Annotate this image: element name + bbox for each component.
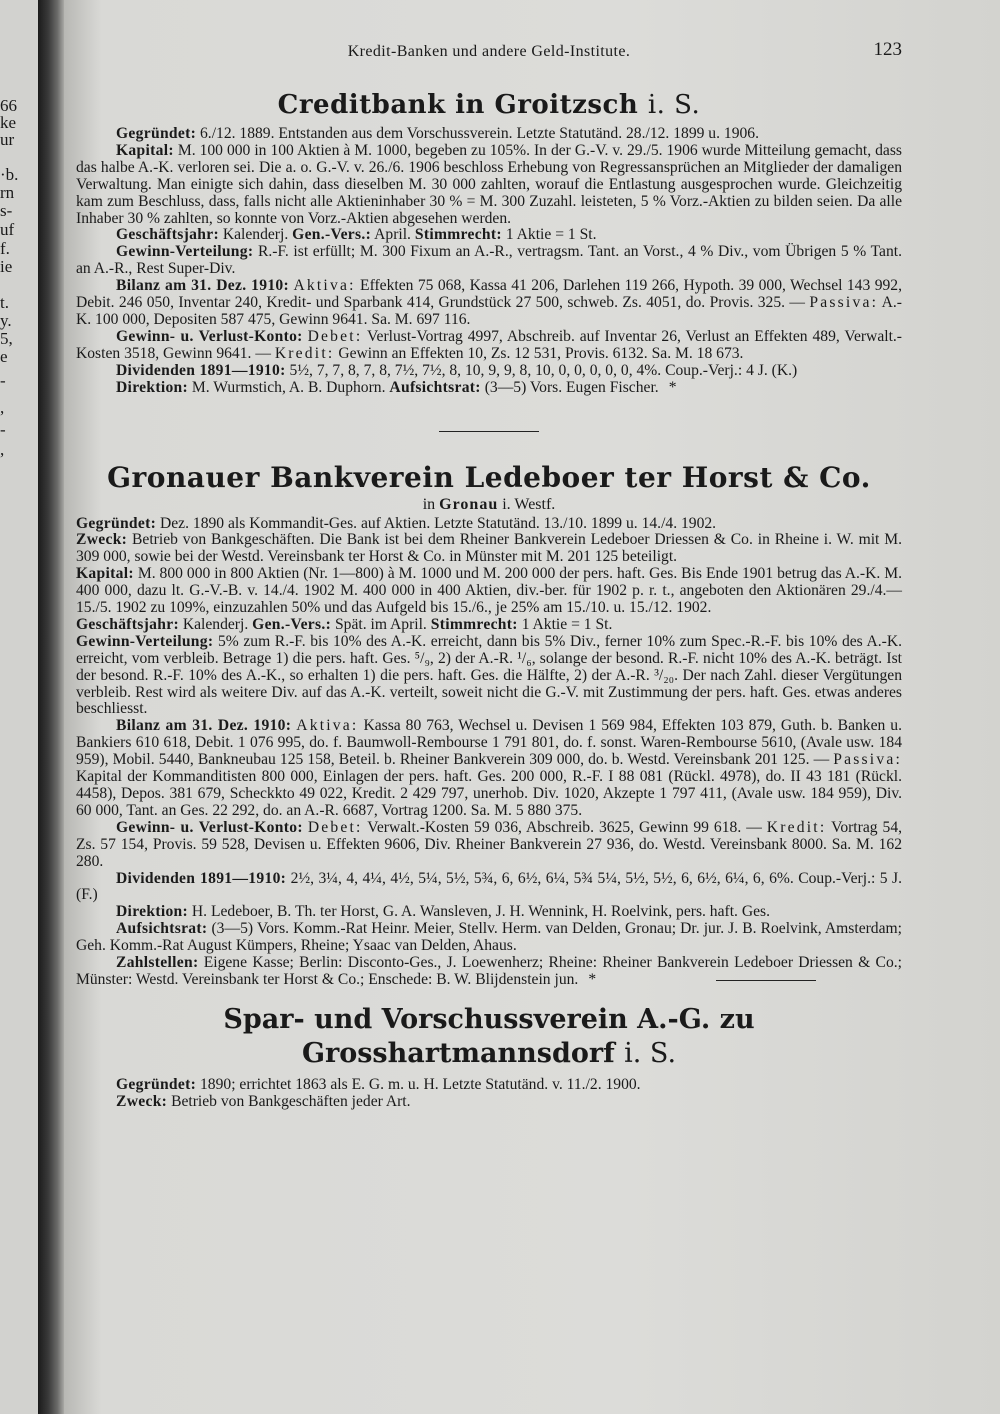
field-label: Gegründet: <box>116 1075 197 1093</box>
field-label: Zweck: <box>76 531 128 549</box>
field-text: Eigene Kasse; Berlin: Disconto-Ges., J. Loewenherz; Rheine: Rheiner Bankverein Ledeboer Driessen & Co.; Münster: Westd. Vereinsbank ter Horst & Co.; Enschede: B. W. Blijdenstein jun. <box>76 954 902 988</box>
section-divider <box>716 980 816 981</box>
field-label: Stimmrecht: <box>414 226 502 244</box>
field-text: Verlust-Vortrag 4997, Abschreib. auf Inventar 26, Verlust an Effekten 489, Verwalt.-Kosten 3518, Gewinn 9641. — <box>76 327 902 362</box>
field-label: Direktion: <box>116 378 189 396</box>
company-title-suffix: i. S. <box>624 1037 677 1069</box>
field-text: Kalenderj. <box>182 615 249 633</box>
company-name: Creditbank in Groitzsch <box>277 90 639 120</box>
capital-entry <box>76 143 902 228</box>
field-text: Betrieb von Bankgeschäften. Die Bank ist bei dem Rheiner Bankverein Ledeboer Driessen & Co. in Rheine i. W. mit M. 309 000, sowie bei der Westd. Vereinsbank ter Horst & Co. in Münster mit M. 201 125 beteiligt. <box>76 531 902 566</box>
field-text: 1890; errichtet 1863 als E. G. m. u. H. Letzte Statutänd. v. 11./2. 1900. <box>200 1075 641 1093</box>
company-name: Spar- und Vorschussverein A.-G. zu Grosshartmannsdorf <box>223 1003 755 1069</box>
management-entry <box>76 380 902 397</box>
field-text: Dez. 1890 als Kommandit-Ges. auf Aktien. Letzte Statutänd. 13./10. 1899 u. 14./4. 1902. <box>160 514 717 532</box>
field-text: 2½, 3¼, 4, 4¼, 4½, 5¼, 5½, 5¾, 6, 6½, 6¼, 5¾ 5¼, 5½, 5½, 6, 6½, 6¼, 6, 6%. Coup.-Verj.: 5 J. (F.) <box>76 869 902 904</box>
margin-fragment: - <box>0 420 6 439</box>
fiscal-year-entry <box>76 617 902 634</box>
company-title-suffix: i. S. <box>647 90 701 120</box>
field-text: 5½, 7, 7, 8, 7, 8, 7½, 7½, 8, 10, 9, 9, 8, 10, 0, 0, 0, 0, 0, 4%. Coup.-Verj.: 4 J. (K.) <box>289 361 798 379</box>
purpose-entry <box>76 532 902 566</box>
field-label: Gewinn-Verteilung: <box>116 243 254 261</box>
field-text: (3—5) Vors. Eugen Fischer. <box>484 378 659 396</box>
page-content <box>76 40 902 1111</box>
field-label: Dividenden 1891—1910: <box>116 869 287 887</box>
founded-entry <box>76 126 902 143</box>
margin-fragment: , <box>0 440 5 459</box>
profit-loss-entry <box>76 329 902 363</box>
field-text: Verwalt.-Kosten 59 036, Abschreib. 3625, Gewinn 99 618. — <box>367 818 762 836</box>
asterisk-mark: * <box>668 378 677 396</box>
field-label: Gewinn- u. Verlust-Konto: <box>116 327 303 345</box>
field-label: Gegründet: <box>76 514 157 532</box>
field-text: Vortrag 54, Zs. 57 154, Provis. 59 528, Devisen u. Effekten 9606, Div. Rheiner Bankverein 27 936, do. Westd. Vereinsbank 8000. Sa. M. 162 280. <box>76 818 903 870</box>
spaced-label: Kredit: <box>766 818 827 836</box>
page-number: 123 <box>873 39 902 60</box>
spaced-label: Debet: <box>307 818 363 836</box>
spaced-label: Aktiva: <box>296 717 359 735</box>
margin-fragment: rn <box>0 183 15 202</box>
company-location <box>76 496 902 514</box>
field-label: Zweck: <box>116 1092 168 1110</box>
profit-distribution-entry <box>76 634 902 719</box>
balance-sheet-entry <box>76 718 902 819</box>
book-gutter-shadow <box>38 0 64 1414</box>
location-prefix: in <box>422 495 436 513</box>
dividends-entry <box>76 363 902 380</box>
paying-agents-entry <box>76 955 902 989</box>
margin-fragment: ·b. <box>0 165 19 184</box>
field-label: Kapital: <box>76 565 134 583</box>
margin-fragment: 5, <box>0 329 13 348</box>
balance-sheet-entry <box>76 278 902 329</box>
field-text: Kapital der Kommanditisten 800 000, Einlagen der pers. haft. Ges. 200 000, R.-F. I 88 081 (Rückl. 4978), do. II 43 181 (Rückl. 4458), Depos. 381 679, Scheckkto 49 022, Kredit. 2 429 797, unerhob. Div. 1020, Akzepte 1 797 411, (Avale usw. 184 959), Div. 60 000, Tant. an Ges. 22 292, do. an A.-R. 6687, Vortrag 1200. Sa. M. 5 880 375. <box>76 768 902 819</box>
entry-gronauer-bankverein <box>76 460 902 989</box>
section-divider <box>439 431 539 432</box>
company-title <box>76 1003 902 1071</box>
field-text: Effekten 75 068, Kassa 41 206, Darlehen 119 266, Hypoth. 39 000, Wechsel 143 992, Debit. 246 050, Inventar 240, Kredit- und Sparbank 414, Grundstück 27 500, schweb. Zs. 4051, do. Provis. 325. — <box>76 277 902 312</box>
field-text: A.-K. 100 000, Depositen 587 475, Gewinn 9641. Sa. M. 697 116. <box>76 294 902 328</box>
field-label: Bilanz am 31. Dez. 1910: <box>116 277 290 295</box>
profit-distribution-entry <box>76 244 902 278</box>
entry-spar-vorschussverein <box>76 1003 902 1111</box>
field-text: Kalenderj. <box>222 226 289 244</box>
location-suffix: i. Westf. <box>502 495 556 513</box>
company-title: Gronauer Bankverein Ledeboer ter Horst & Co. <box>107 460 871 494</box>
field-text: 6./12. 1889. Entstanden aus dem Vorschussverein. Letzte Statutänd. 28./12. 1899 u. 1906. <box>200 125 759 142</box>
fiscal-year-entry <box>76 227 902 244</box>
asterisk-mark: * <box>588 970 597 988</box>
field-label: Gewinn-Verteilung: <box>76 632 214 650</box>
margin-fragment: ur <box>0 130 15 149</box>
field-label: Bilanz am 31. Dez. 1910: <box>116 717 292 735</box>
field-label: Gewinn- u. Verlust-Konto: <box>116 818 303 836</box>
field-label: Aufsichtsrat: <box>389 378 481 396</box>
field-text: Gewinn an Effekten 10, Zs. 12 531, Provis. 6132. Sa. M. 18 673. <box>338 344 744 362</box>
spaced-label: Passiva: <box>809 294 879 312</box>
field-label: Stimmrecht: <box>430 615 518 633</box>
margin-fragment: 66 <box>0 96 17 115</box>
field-text: Betrieb von Bankgeschäften jeder Art. <box>171 1092 411 1110</box>
founded-entry <box>76 516 902 533</box>
margin-fragment: ie <box>0 257 13 276</box>
spaced-label: Debet: <box>307 327 363 345</box>
capital-entry <box>76 566 902 617</box>
field-text: 1 Aktie = 1 St. <box>521 615 613 633</box>
margin-fragment: - <box>0 371 6 390</box>
margin-fragment: ke <box>0 113 17 132</box>
company-title <box>76 88 902 122</box>
field-label: Zahlstellen: <box>116 954 199 972</box>
field-text: 5% zum R.-F. bis 10% des A.-K. erreicht, dann bis 5% Div., ferner 10% zum Spec.-R.-F. bis 10% des A.-K. erreicht, vom verbleib. Betrage 1) die pers. haft. Ges. ⁵/₉, 2) der A.-R. ¹/₆, solange der besond. R.-F. nicht 10% des A.-K. beträgt. Ist der besond. R.-F. 10% des A.-K., so erhalten 1) die pers. haft. Ges. die Hälfte, 2) der A.-R. ³/₂₀. Der nach Zahl. dieser Vergütungen verbleib. Rest wird als weitere Div. auf das A.-K. verteilt, soweit nicht die G.-V. mit Zustimmung der pers. haft. Ges. etwas anderes beschliesst. <box>76 632 902 718</box>
field-text: M. 100 000 in 100 Aktien à M. 1000, begeben zu 105%. In der G.-V. v. 29./5. 1906 wurde Mitteilung gemacht, dass das halbe A.-K. verloren sei. Die a. o. G.-V. v. 26./6. 1906 beschloss Erhebung von Regressansprüchen an Mitglieder der damaligen Verwaltung. Man einigte sich dahin, dass dieselben M. 30 000 zahlten, worauf die Entlastung ausgesprochen wurde. Gleichzeitig kam zum Beschluss, dass, falls nicht alle Aktieninhaber 30 % = M. 300 Zuzahl. leisteten, 5 % Vorz.-Aktien zu bilden seien. Da alle Inhaber 30 % zahlten, so konnte von Vorz.-Aktien abgesehen werden. <box>76 141 902 227</box>
spaced-label: Passiva: <box>833 751 902 769</box>
field-text: H. Ledeboer, B. Th. ter Horst, G. A. Wansleven, J. H. Wennink, H. Roelvink, pers. haft. Ges. <box>191 903 770 921</box>
supervisory-board-entry <box>76 921 902 955</box>
field-text: M. 800 000 in 800 Aktien (Nr. 1—800) à M. 1000 und M. 200 000 der pers. haft. Ges. Bis Ende 1901 betrug das A.-K. M. 400 000, dazu lt. G.-V.-B. v. 14./4. 1902 M. 400 000 in 400 Aktien, div.-ber. für 1902 p. r. t., angeboten den Aktionären 29./4.—15./5. 1902 zu 109%, einzuzahlen 50% und das Aufgeld bis 15./6., je 25% am 15./10. u. 15./12. 1902. <box>76 565 902 617</box>
field-label: Gen.-Vers.: <box>292 226 372 244</box>
margin-fragment: , <box>0 398 5 417</box>
field-label: Kapital: <box>116 141 174 159</box>
founded-entry <box>76 1077 902 1094</box>
margin-fragment: y. <box>0 311 12 330</box>
dividends-entry <box>76 871 902 905</box>
profit-loss-entry <box>76 820 902 871</box>
margin-fragment: uf <box>0 220 15 239</box>
running-head <box>76 40 902 66</box>
margin-fragment: e <box>0 347 8 366</box>
location-place: Gronau <box>439 495 499 513</box>
field-label: Aufsichtsrat: <box>116 920 208 938</box>
field-text: R.-F. ist erfüllt; M. 300 Fixum an A.-R., vertragsm. Tant. an Vorst., 4 % Div., vom Übrigen 5 % Tant. an A.-R., Rest Super-Div. <box>76 243 902 278</box>
field-label: Geschäftsjahr: <box>76 615 179 633</box>
margin-fragment: s- <box>0 201 13 220</box>
field-label: Geschäftsjahr: <box>116 226 219 244</box>
spaced-label: Kredit: <box>274 344 335 362</box>
field-text: (3—5) Vors. Komm.-Rat Heinr. Meier, Stellv. Herm. van Delden, Gronau; Dr. jur. J. B. Roelvink, Amsterdam; Geh. Komm.-Rat August Kümpers, Rheine; Ysaac van Delden, Ahaus. <box>76 920 902 955</box>
field-label: Dividenden 1891—1910: <box>116 361 286 379</box>
entry-creditbank-groitzsch <box>76 88 902 397</box>
margin-fragment: t. <box>0 293 9 312</box>
book-page <box>64 0 1000 1414</box>
field-text: Kassa 80 763, Wechsel u. Devisen 1 569 984, Effekten 103 879, Guth. b. Banken u. Bankiers 610 618, Debit. 1 076 995, do. f. Baumwoll-Rembourse 1 791 801, do. f. sonst. Waren-Rembourse 5610, (Avale usw. 184 959), Mobil. 5440, Bankneubau 125 158, Beteil. b. Rheiner Bankverein 309 000, do. b. Westd. Vereinsbank 201 125. — <box>76 717 902 769</box>
field-label: Gegründet: <box>116 125 197 142</box>
spaced-label: Aktiva: <box>293 277 356 295</box>
field-text: M. Wurmstich, A. B. Duphorn. <box>191 378 386 396</box>
field-text: 1 Aktie = 1 St. <box>505 226 597 244</box>
field-label: Gen.-Vers.: <box>252 615 332 633</box>
management-entry <box>76 904 902 921</box>
field-text: Spät. im April. <box>335 615 427 633</box>
purpose-entry <box>76 1094 902 1111</box>
field-label: Direktion: <box>116 903 189 921</box>
field-text: April. <box>374 226 411 244</box>
margin-fragment: f. <box>0 239 10 258</box>
running-title: Kredit-Banken und andere Geld-Institute. <box>347 43 631 60</box>
